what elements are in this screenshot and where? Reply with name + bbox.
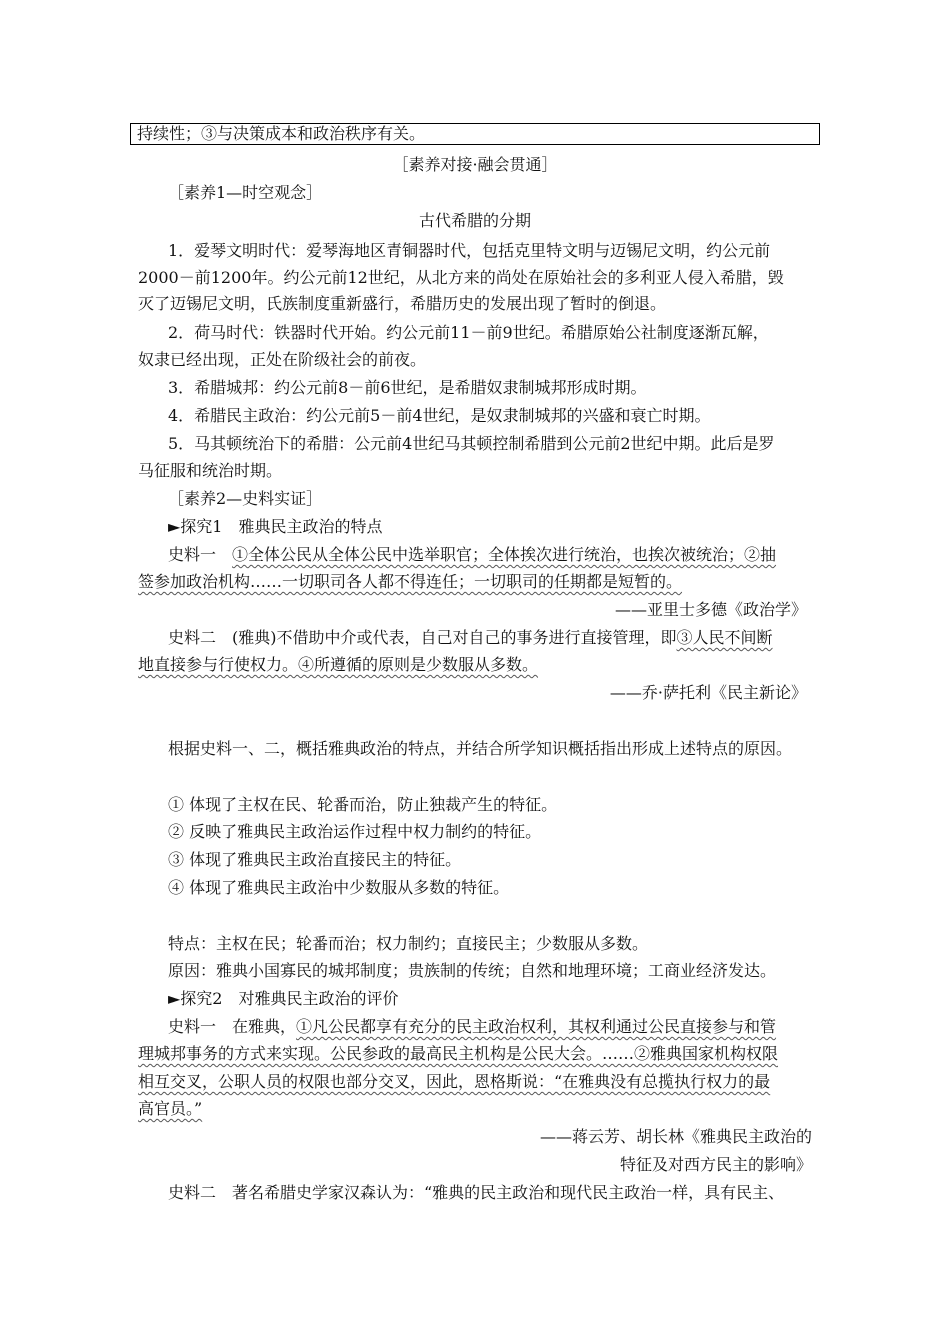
literacy1-label: ［素养1—时空观念］ [168, 183, 323, 202]
explore1-material1-line2 [138, 570, 682, 594]
explore2-material1-line4 [138, 1097, 202, 1121]
explore1-material2-line1 [168, 626, 773, 650]
literacy1-p1-line1: 1．爱琴文明时代：爱琴海地区青铜器时代，包括克里特文明与迈锡尼文明，约公元前 [168, 241, 771, 260]
continued-box-text: 持续性；③与决策成本和政治秩序有关。 [137, 124, 426, 143]
explore1-analysis-3: ③ 体现了雅典民主政治直接民主的特征。 [168, 850, 462, 869]
explore1-material2-lead: 史料二 (雅典)不借助中介或代表，自己对自己的事务进行直接管理，即 [168, 628, 677, 647]
explore2-material1-text-1: ①凡公民都享有充分的民主政治权利，其权利通过公民直接参与和管 [296, 1017, 777, 1036]
explore1-answer-reasons: 原因：雅典小国寡民的城邦制度；贵族制的传统；自然和地理环境；工商业经济发达。 [168, 961, 777, 980]
explore2-material1-line3 [138, 1070, 770, 1094]
explore1-material2-source: ——乔·萨托利《民主新论》 [609, 683, 807, 702]
explore1-analysis-1: ① 体现了主权在民、轮番而治，防止独裁产生的特征。 [168, 795, 558, 814]
explore1-question: 根据史料一、二，概括雅典政治的特点，并结合所学知识概括指出形成上述特点的原因。 [168, 739, 793, 758]
explore2-material1-text-3: 相互交叉，公职人员的权限也部分交叉，因此，恩格斯说：“在雅典没有总揽执行权力的最 [138, 1072, 771, 1091]
explore1-material1-text-a: ①全体公民从全体公民中选举职官；全体挨次进行统治，也挨次被统治；②抽 [232, 545, 777, 564]
explore1-material2-text-a: ③人民不间断 [676, 628, 773, 647]
explore2-material1-text-2: 理城邦事务的方式来实现。公民参政的最高民主机构是公民大会。……②雅典国家机构权限 [138, 1044, 779, 1063]
explore2-material1-source-line1: ——蒋云芳、胡长林《雅典民主政治的 [539, 1127, 812, 1146]
literacy1-p1-line3: 灭了迈锡尼文明，氏族制度重新盛行，希腊历史的发展出现了暂时的倒退。 [138, 294, 667, 313]
literacy1-p2-line2: 奴隶已经出现，正处在阶级社会的前夜。 [138, 350, 427, 369]
literacy1-p2-line1: 2．荷马时代：铁器时代开始。约公元前11－前9世纪。希腊原始公社制度逐渐瓦解， [168, 323, 769, 342]
explore1-material2-text-b: 地直接参与行使权力。④所遵循的原则是少数服从多数。 [138, 655, 539, 674]
literacy1-p5-line1: 5．马其顿统治下的希腊：公元前4世纪马其顿控制希腊到公元前2世纪中期。此后是罗 [168, 434, 775, 453]
explore1-material1-lead: 史料一 [168, 545, 233, 564]
literacy1-p4: 4．希腊民主政治：约公元前5－前4世纪，是奴隶制城邦的兴盛和衰亡时期。 [168, 406, 711, 425]
explore1-material1-text-b: 签参加政治机构……一切职司各人都不得连任；一切职司的任期都是短暂的。 [138, 572, 683, 591]
literacy1-p3: 3．希腊城邦：约公元前8－前6世纪，是希腊奴隶制城邦形成时期。 [168, 378, 647, 397]
literacy1-title: 古代希腊的分期 [418, 211, 531, 230]
literacy2-label: ［素养2—史料实证］ [168, 489, 323, 508]
explore1-analysis-4: ④ 体现了雅典民主政治中少数服从多数的特征。 [168, 878, 510, 897]
explore1-material1-source: ——亚里士多德《政治学》 [614, 600, 807, 619]
explore2-material1-source-line2: 特征及对西方民主的影响》 [619, 1155, 812, 1174]
literacy1-p5-line2: 马征服和统治时期。 [138, 461, 283, 480]
explore2-material2: 史料二 著名希腊史学家汉森认为：“雅典的民主政治和现代民主政治一样，具有民主、 [168, 1183, 785, 1202]
explore2-material1-line1 [168, 1015, 776, 1039]
explore2-material1-text-4: 高官员。” [138, 1099, 203, 1118]
explore1-material2-line2 [138, 653, 538, 677]
section-header: ［素养对接·融会贯通］ [392, 155, 558, 174]
explore1-material1-line1 [168, 543, 776, 567]
explore1-analysis-2: ② 反映了雅典民主政治运作过程中权力制约的特征。 [168, 822, 542, 841]
explore2-material1-lead: 史料一 在雅典， [168, 1017, 297, 1036]
explore1-title: ►探究1 雅典民主政治的特点 [168, 517, 383, 536]
explore1-answer-features: 特点：主权在民；轮番而治；权力制约；直接民主；少数服从多数。 [168, 934, 649, 953]
literacy1-p1-line2: 2000－前1200年。约公元前12世纪，从北方来的尚处在原始社会的多利亚人侵入希腊，毁 [138, 268, 784, 287]
explore2-material1-line2 [138, 1042, 778, 1066]
continued-box [130, 123, 820, 145]
explore2-title: ►探究2 对雅典民主政治的评价 [168, 989, 399, 1008]
